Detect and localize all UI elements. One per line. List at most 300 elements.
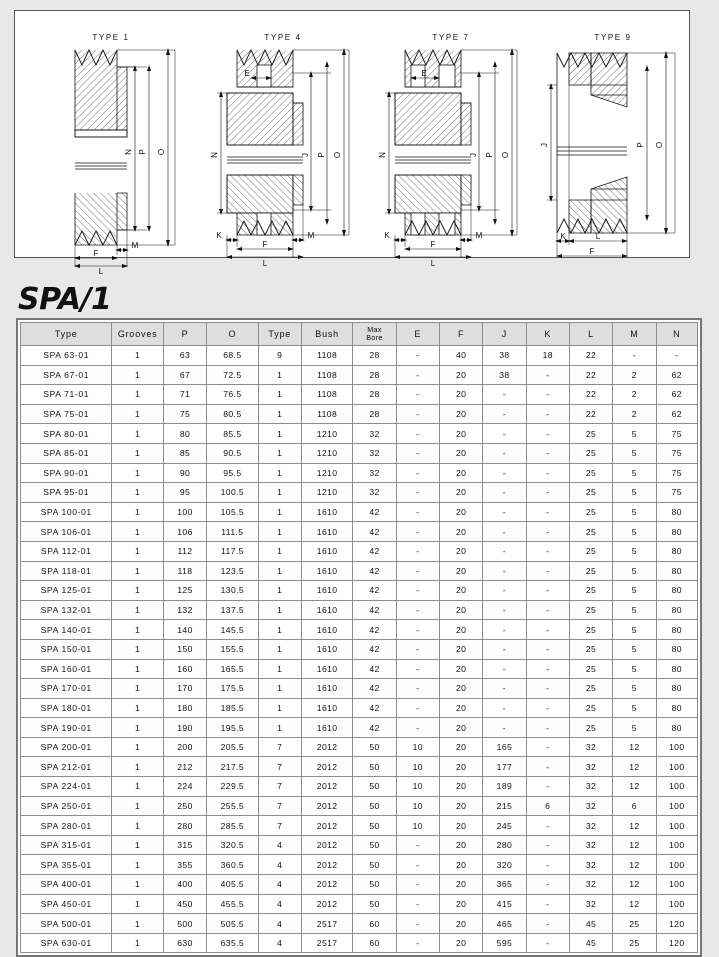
cell-l: 25 <box>569 600 612 620</box>
cell-type: 1 <box>258 404 301 424</box>
cell-n: 80 <box>656 679 697 699</box>
table-row <box>21 620 698 640</box>
table-row <box>21 777 698 797</box>
table-row <box>21 385 698 405</box>
cell-p: 125 <box>163 581 206 601</box>
cell-bush: 1108 <box>301 404 352 424</box>
cell-type: SPA 280-01 <box>21 816 112 836</box>
cell-m: 5 <box>613 639 656 659</box>
cell-k: - <box>526 894 569 914</box>
figure-type-4-label-m: M <box>307 231 315 240</box>
cell-f: 20 <box>439 816 482 836</box>
cell-m: 5 <box>613 600 656 620</box>
cell-l: 32 <box>569 875 612 895</box>
cell-n: 100 <box>656 875 697 895</box>
cell-j: - <box>483 561 526 581</box>
cell-type: SPA 118-01 <box>21 561 112 581</box>
cell-max-bore: 60 <box>353 933 396 953</box>
cell-type: SPA 315-01 <box>21 835 112 855</box>
cell-bush: 2012 <box>301 875 352 895</box>
cell-f: 20 <box>439 679 482 699</box>
cell-o: 137.5 <box>207 600 258 620</box>
table-row <box>21 443 698 463</box>
cell-l: 22 <box>569 385 612 405</box>
cell-o: 76.5 <box>207 385 258 405</box>
cell-type: SPA 180-01 <box>21 698 112 718</box>
column-header-type-0: Type <box>21 323 112 346</box>
cell-j: - <box>483 404 526 424</box>
cell-type: SPA 160-01 <box>21 659 112 679</box>
figure-type-1-label-l: L <box>98 267 104 276</box>
cell-type: 1 <box>258 620 301 640</box>
cell-j: 38 <box>483 346 526 366</box>
figure-type-7-title: TYPE 7 <box>432 33 470 42</box>
cell-j: - <box>483 679 526 699</box>
cell-e: - <box>396 404 439 424</box>
cell-n: 80 <box>656 620 697 640</box>
drawings-panel <box>14 10 690 276</box>
cell-n: 100 <box>656 777 697 797</box>
cell-grooves: 1 <box>112 894 163 914</box>
cell-type: 4 <box>258 875 301 895</box>
cell-f: 20 <box>439 483 482 503</box>
figure-type-1-label-o: O <box>157 148 166 156</box>
cell-f: 20 <box>439 698 482 718</box>
cell-e: - <box>396 894 439 914</box>
cell-max-bore: 42 <box>353 502 396 522</box>
cell-e: 10 <box>396 816 439 836</box>
cell-l: 45 <box>569 914 612 934</box>
cell-f: 20 <box>439 855 482 875</box>
cell-o: 72.5 <box>207 365 258 385</box>
cell-l: 22 <box>569 365 612 385</box>
cell-grooves: 1 <box>112 541 163 561</box>
cell-k: - <box>526 816 569 836</box>
cell-o: 195.5 <box>207 718 258 738</box>
page-title: SPA/1 <box>18 282 112 317</box>
cell-e: - <box>396 483 439 503</box>
cell-f: 20 <box>439 424 482 444</box>
cell-p: 180 <box>163 698 206 718</box>
figure-type-7-label-f: F <box>430 240 436 249</box>
cell-type: SPA 190-01 <box>21 718 112 738</box>
cell-p: 80 <box>163 424 206 444</box>
cell-p: 95 <box>163 483 206 503</box>
figure-type-7-label-k: K <box>384 231 390 240</box>
cell-max-bore: 42 <box>353 718 396 738</box>
cell-f: 20 <box>439 737 482 757</box>
cell-type: 7 <box>258 796 301 816</box>
cell-bush: 1610 <box>301 679 352 699</box>
cell-n: 80 <box>656 698 697 718</box>
cell-l: 25 <box>569 522 612 542</box>
cell-type: SPA 170-01 <box>21 679 112 699</box>
cell-l: 22 <box>569 346 612 366</box>
cell-type: SPA 450-01 <box>21 894 112 914</box>
figure-type-1-label-f: F <box>93 249 99 258</box>
cell-k: - <box>526 463 569 483</box>
cell-p: 150 <box>163 639 206 659</box>
cell-j: - <box>483 483 526 503</box>
figure-type-1-label-n: N <box>124 149 133 155</box>
cell-m: 5 <box>613 679 656 699</box>
cell-n: 62 <box>656 385 697 405</box>
cell-n: 80 <box>656 600 697 620</box>
cell-p: 140 <box>163 620 206 640</box>
spec-table-container <box>16 318 702 957</box>
cell-bush: 1108 <box>301 385 352 405</box>
table-row <box>21 679 698 699</box>
cell-type: SPA 140-01 <box>21 620 112 640</box>
cell-n: 120 <box>656 914 697 934</box>
cell-f: 20 <box>439 914 482 934</box>
cell-type: 1 <box>258 385 301 405</box>
cell-k: 18 <box>526 346 569 366</box>
cell-m: 5 <box>613 620 656 640</box>
cell-e: - <box>396 933 439 953</box>
figure-type-4-label-k: K <box>216 231 222 240</box>
cell-o: 130.5 <box>207 581 258 601</box>
table-row <box>21 894 698 914</box>
cell-e: - <box>396 365 439 385</box>
table-row <box>21 796 698 816</box>
figure-type-9-label-p: P <box>636 142 645 148</box>
cell-type: 1 <box>258 718 301 738</box>
cell-n: 80 <box>656 541 697 561</box>
cell-max-bore: 50 <box>353 737 396 757</box>
cell-j: - <box>483 463 526 483</box>
cell-n: 62 <box>656 404 697 424</box>
cell-l: 25 <box>569 443 612 463</box>
cell-type: SPA 125-01 <box>21 581 112 601</box>
cell-m: 25 <box>613 933 656 953</box>
cell-l: 32 <box>569 894 612 914</box>
cell-type: SPA 500-01 <box>21 914 112 934</box>
cell-m: 12 <box>613 894 656 914</box>
cell-j: - <box>483 385 526 405</box>
cell-p: 315 <box>163 835 206 855</box>
cell-bush: 2517 <box>301 914 352 934</box>
spec-table <box>20 322 698 953</box>
cell-k: - <box>526 443 569 463</box>
cell-n: 100 <box>656 855 697 875</box>
cell-p: 118 <box>163 561 206 581</box>
cell-n: 100 <box>656 894 697 914</box>
figure-type-4-label-f: F <box>262 240 268 249</box>
figure-type-4-label-p: P <box>317 152 326 158</box>
cell-bush: 2012 <box>301 894 352 914</box>
cell-p: 500 <box>163 914 206 934</box>
cell-k: - <box>526 502 569 522</box>
column-header-max-bore-6: Max Bore <box>353 323 396 346</box>
cell-j: 415 <box>483 894 526 914</box>
cell-f: 20 <box>439 443 482 463</box>
table-row <box>21 835 698 855</box>
cell-n: 62 <box>656 365 697 385</box>
figure-type-9-title: TYPE 9 <box>594 33 632 42</box>
cell-p: 224 <box>163 777 206 797</box>
figure-type-7-label-n: N <box>378 152 387 158</box>
cell-bush: 1610 <box>301 698 352 718</box>
cell-type: SPA 63-01 <box>21 346 112 366</box>
cell-grooves: 1 <box>112 581 163 601</box>
cell-k: - <box>526 522 569 542</box>
column-header-p-2: P <box>163 323 206 346</box>
cell-e: - <box>396 522 439 542</box>
figure-type-9-label-k: K <box>560 232 566 241</box>
cell-m: 12 <box>613 855 656 875</box>
cell-type: 1 <box>258 424 301 444</box>
cell-k: - <box>526 757 569 777</box>
cell-k: - <box>526 620 569 640</box>
cell-m: 6 <box>613 796 656 816</box>
cell-k: - <box>526 639 569 659</box>
cell-p: 67 <box>163 365 206 385</box>
cell-l: 22 <box>569 404 612 424</box>
cell-n: 80 <box>656 659 697 679</box>
cell-max-bore: 28 <box>353 404 396 424</box>
cell-n: 80 <box>656 639 697 659</box>
cell-l: 25 <box>569 502 612 522</box>
cell-j: - <box>483 541 526 561</box>
cell-m: 5 <box>613 718 656 738</box>
cell-bush: 1610 <box>301 522 352 542</box>
cell-type: 7 <box>258 816 301 836</box>
cell-f: 20 <box>439 600 482 620</box>
cell-j: - <box>483 443 526 463</box>
cell-k: - <box>526 933 569 953</box>
cell-f: 20 <box>439 835 482 855</box>
cell-j: - <box>483 659 526 679</box>
cell-m: 12 <box>613 757 656 777</box>
cell-bush: 2012 <box>301 777 352 797</box>
cell-bush: 1210 <box>301 443 352 463</box>
cell-grooves: 1 <box>112 424 163 444</box>
cell-o: 360.5 <box>207 855 258 875</box>
cell-grooves: 1 <box>112 522 163 542</box>
cell-l: 32 <box>569 737 612 757</box>
cell-k: - <box>526 483 569 503</box>
cell-grooves: 1 <box>112 365 163 385</box>
cell-type: 1 <box>258 502 301 522</box>
cell-p: 400 <box>163 875 206 895</box>
figure-type-9-drawing <box>535 45 691 255</box>
cell-o: 111.5 <box>207 522 258 542</box>
table-row <box>21 698 698 718</box>
cell-j: 365 <box>483 875 526 895</box>
cell-f: 20 <box>439 757 482 777</box>
cell-o: 155.5 <box>207 639 258 659</box>
cell-o: 229.5 <box>207 777 258 797</box>
cell-k: - <box>526 855 569 875</box>
cell-j: 320 <box>483 855 526 875</box>
cell-type: SPA 100-01 <box>21 502 112 522</box>
cell-bush: 2012 <box>301 737 352 757</box>
cell-p: 630 <box>163 933 206 953</box>
cell-m: - <box>613 346 656 366</box>
cell-k: - <box>526 777 569 797</box>
cell-o: 68.5 <box>207 346 258 366</box>
figure-type-4-label-o: O <box>333 151 342 159</box>
cell-n: 100 <box>656 757 697 777</box>
cell-bush: 1610 <box>301 600 352 620</box>
cell-max-bore: 42 <box>353 522 396 542</box>
cell-l: 25 <box>569 463 612 483</box>
cell-type: SPA 630-01 <box>21 933 112 953</box>
cell-type: 7 <box>258 737 301 757</box>
cell-f: 20 <box>439 404 482 424</box>
table-row <box>21 483 698 503</box>
cell-n: 100 <box>656 737 697 757</box>
cell-bush: 1108 <box>301 346 352 366</box>
cell-bush: 2517 <box>301 933 352 953</box>
column-header-type-4: Type <box>258 323 301 346</box>
cell-type: SPA 250-01 <box>21 796 112 816</box>
column-header-bush-5: Bush <box>301 323 352 346</box>
cell-type: SPA 71-01 <box>21 385 112 405</box>
figure-type-9 <box>535 11 691 257</box>
cell-o: 505.5 <box>207 914 258 934</box>
cell-j: - <box>483 639 526 659</box>
cell-k: - <box>526 914 569 934</box>
cell-bush: 1210 <box>301 424 352 444</box>
column-header-j-9: J <box>483 323 526 346</box>
cell-p: 100 <box>163 502 206 522</box>
cell-type: SPA 90-01 <box>21 463 112 483</box>
table-row <box>21 718 698 738</box>
table-row <box>21 346 698 366</box>
figure-type-7-label-l: L <box>430 259 436 268</box>
cell-grooves: 1 <box>112 483 163 503</box>
cell-m: 12 <box>613 737 656 757</box>
cell-k: - <box>526 875 569 895</box>
cell-m: 5 <box>613 541 656 561</box>
cell-max-bore: 32 <box>353 463 396 483</box>
cell-o: 100.5 <box>207 483 258 503</box>
figure-type-4-title: TYPE 4 <box>264 33 302 42</box>
cell-max-bore: 42 <box>353 698 396 718</box>
cell-type: 1 <box>258 522 301 542</box>
cell-l: 25 <box>569 581 612 601</box>
figure-type-9-label-l: L <box>595 232 601 241</box>
cell-grooves: 1 <box>112 502 163 522</box>
cell-e: - <box>396 561 439 581</box>
cell-max-bore: 50 <box>353 835 396 855</box>
cell-type: SPA 67-01 <box>21 365 112 385</box>
cell-m: 5 <box>613 483 656 503</box>
cell-k: - <box>526 581 569 601</box>
cell-j: - <box>483 698 526 718</box>
cell-p: 90 <box>163 463 206 483</box>
cell-j: - <box>483 600 526 620</box>
cell-max-bore: 42 <box>353 600 396 620</box>
figure-type-4-label-j: J <box>301 153 310 157</box>
cell-l: 25 <box>569 561 612 581</box>
cell-f: 20 <box>439 522 482 542</box>
cell-l: 25 <box>569 639 612 659</box>
cell-max-bore: 28 <box>353 385 396 405</box>
column-header-m-12: M <box>613 323 656 346</box>
cell-m: 5 <box>613 443 656 463</box>
cell-p: 280 <box>163 816 206 836</box>
cell-grooves: 1 <box>112 718 163 738</box>
cell-f: 20 <box>439 561 482 581</box>
cell-e: 10 <box>396 737 439 757</box>
cell-m: 5 <box>613 424 656 444</box>
cell-o: 185.5 <box>207 698 258 718</box>
cell-max-bore: 42 <box>353 581 396 601</box>
table-row <box>21 875 698 895</box>
cell-k: - <box>526 737 569 757</box>
column-header-l-11: L <box>569 323 612 346</box>
cell-j: 177 <box>483 757 526 777</box>
column-header-k-10: K <box>526 323 569 346</box>
cell-n: 80 <box>656 522 697 542</box>
cell-e: - <box>396 855 439 875</box>
cell-m: 12 <box>613 816 656 836</box>
cell-o: 165.5 <box>207 659 258 679</box>
cell-e: - <box>396 346 439 366</box>
cell-grooves: 1 <box>112 855 163 875</box>
column-header-grooves-1: Grooves <box>112 323 163 346</box>
cell-n: 80 <box>656 718 697 738</box>
cell-j: 245 <box>483 816 526 836</box>
column-header-e-7: E <box>396 323 439 346</box>
cell-k: - <box>526 385 569 405</box>
cell-n: 75 <box>656 463 697 483</box>
cell-m: 12 <box>613 777 656 797</box>
cell-max-bore: 28 <box>353 346 396 366</box>
cell-p: 160 <box>163 659 206 679</box>
cell-k: - <box>526 679 569 699</box>
table-row <box>21 639 698 659</box>
cell-e: - <box>396 914 439 934</box>
table-row <box>21 581 698 601</box>
cell-m: 5 <box>613 698 656 718</box>
cell-f: 20 <box>439 581 482 601</box>
cell-grooves: 1 <box>112 875 163 895</box>
cell-e: - <box>396 679 439 699</box>
table-row <box>21 522 698 542</box>
cell-grooves: 1 <box>112 796 163 816</box>
cell-o: 85.5 <box>207 424 258 444</box>
cell-n: 100 <box>656 835 697 855</box>
cell-o: 217.5 <box>207 757 258 777</box>
figure-type-7 <box>367 11 535 268</box>
cell-max-bore: 50 <box>353 894 396 914</box>
table-row <box>21 502 698 522</box>
cell-p: 200 <box>163 737 206 757</box>
cell-o: 255.5 <box>207 796 258 816</box>
cell-type: 7 <box>258 757 301 777</box>
cell-grooves: 1 <box>112 737 163 757</box>
table-row <box>21 914 698 934</box>
figure-type-7-drawing <box>367 45 535 268</box>
cell-o: 105.5 <box>207 502 258 522</box>
cell-bush: 2012 <box>301 757 352 777</box>
cell-type: 1 <box>258 639 301 659</box>
cell-m: 12 <box>613 875 656 895</box>
cell-max-bore: 50 <box>353 875 396 895</box>
figure-type-9-label-f: F <box>589 247 595 256</box>
cell-f: 20 <box>439 718 482 738</box>
cell-k: - <box>526 718 569 738</box>
cell-j: - <box>483 718 526 738</box>
table-row <box>21 424 698 444</box>
cell-type: 4 <box>258 855 301 875</box>
cell-bush: 1610 <box>301 541 352 561</box>
table-row <box>21 600 698 620</box>
